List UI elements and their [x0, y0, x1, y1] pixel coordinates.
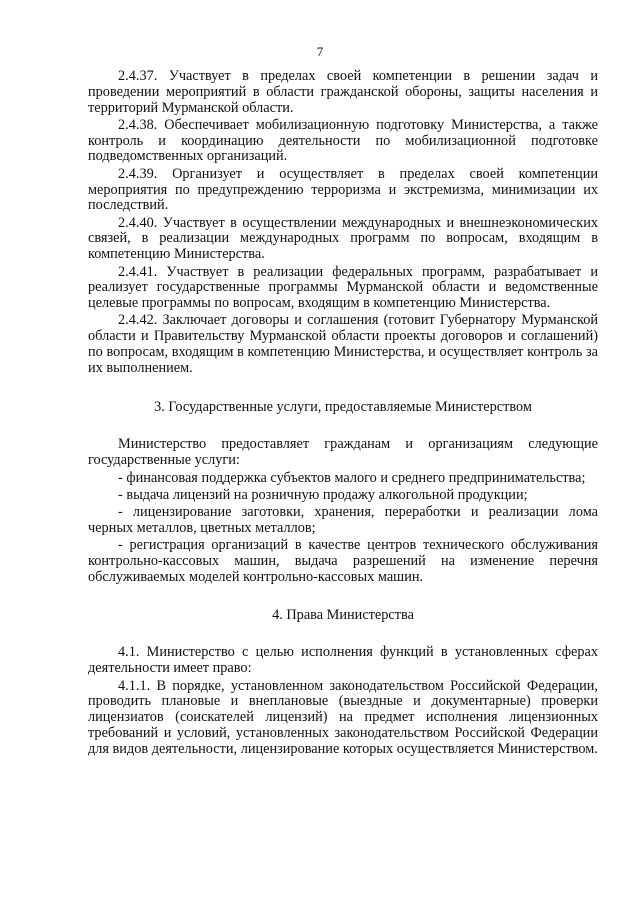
clause-2-4-37: 2.4.37. Участвует в пределах своей компетенции в решении задач и проведении мероприятий в области гражданской обороны, защиты населения и территорий Мурманской области.	[88, 68, 598, 116]
clause-4-1-1: 4.1.1. В порядке, установленном законодательством Российской Федерации, проводить плановые и внеплановые (выездные и документарные) проверки лицензиатов (соискателей лицензий) на предмет исполнения лицензионных требований и условий, установленных законодательством Российской Федерации для видов деятельности, лицензирование которых осуществляется Министерством.	[88, 677, 598, 757]
service-item-cash-register-centers: - регистрация организаций в качестве центров технического обслуживания контрольно-кассовых машин, выдача разрешений на изменение перечня обслуживаемых моделей контрольно-кассовых машин.	[88, 537, 598, 585]
clause-4-1: 4.1. Министерство с целью исполнения функций в установленных сферах деятельности имеет право:	[88, 644, 598, 677]
services-intro: Министерство предоставляет гражданам и организациям следующие государственные услуги:	[88, 436, 598, 469]
section-3-heading: 3. Государственные услуги, предоставляемые Министерством	[154, 398, 532, 415]
service-item-financial-support: - финансовая поддержка субъектов малого и среднего предпринимательства;	[118, 469, 586, 486]
page-body	[88, 69, 598, 759]
service-item-alcohol-licenses: - выдача лицензий на розничную продажу алкогольной продукции;	[118, 486, 528, 503]
clause-2-4-39: 2.4.39. Организует и осуществляет в пределах своей компетенции мероприятия по предупреждению терроризма и экстремизма, минимизации их последствий.	[88, 165, 598, 214]
service-item-scrap-metal-licensing: - лицензирование заготовки, хранения, переработки и реализации лома черных металлов, цветных металлов;	[88, 504, 598, 536]
section-4-heading: 4. Права Министерства	[272, 606, 414, 623]
clause-2-4-38: 2.4.38. Обеспечивает мобилизационную подготовку Министерства, а также контроль и координацию деятельности по мобилизационной подготовке подведомственных организаций.	[88, 116, 598, 165]
clause-2-4-42: 2.4.42. Заключает договоры и соглашения (готовит Губернатору Мурманской области и Правительству Мурманской области проекты договоров и соглашений) по вопросам, входящим в компетенцию Министерства, и осуществляет контроль за их выполнением.	[88, 312, 598, 376]
clause-2-4-41: 2.4.41. Участвует в реализации федеральных программ, разрабатывает и реализует государственные программы Мурманской области и ведомственные целевые программы по вопросам, входящим в компетенцию Министерства.	[88, 263, 598, 312]
clause-2-4-40: 2.4.40. Участвует в осуществлении международных и внешнеэкономических связей, в реализации международных программ по вопросам, входящим в компетенцию Министерства.	[88, 214, 598, 263]
page-number: 7	[316, 44, 324, 59]
